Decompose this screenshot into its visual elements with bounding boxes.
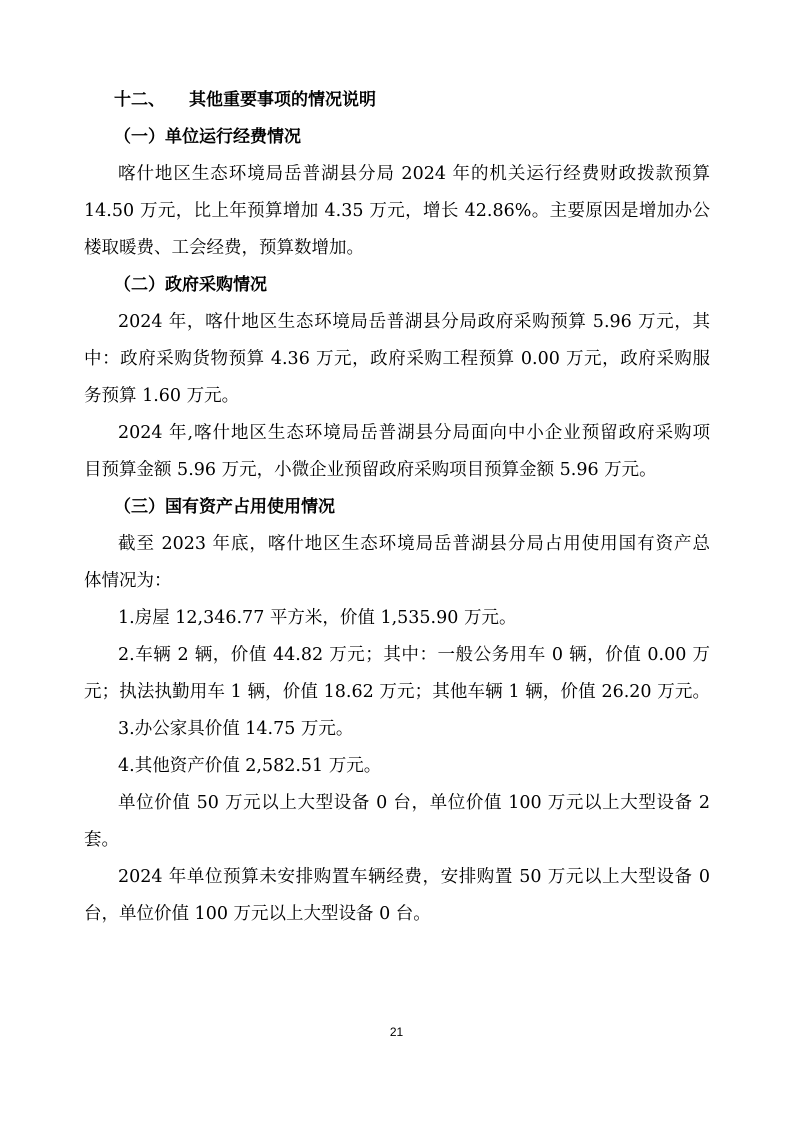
paragraph-line: 台，单位价值 100 万元以上大型设备 0 台。 xyxy=(84,904,431,924)
section-title: 其他重要事项的情况说明 xyxy=(189,90,376,110)
subsection-heading-1: （一）单位运行经费情况 xyxy=(114,127,301,147)
paragraph-line: 2024 年单位预算未安排购置车辆经费，安排购置 50 万元以上大型设备 0 xyxy=(118,867,710,887)
list-item-vehicles: 2.车辆 2 辆，价值 44.82 万元；其中：一般公务用车 0 辆，价值 0.00 万 xyxy=(118,645,710,665)
section-number: 十二、 xyxy=(114,90,165,110)
paragraph-line: 务预算 1.60 万元。 xyxy=(84,386,240,406)
paragraph-line: 喀什地区生态环境局岳普湖县分局 2024 年的机关运行经费财政拨款预算 xyxy=(118,164,710,184)
paragraph-line: 中：政府采购货物预算 4.36 万元，政府采购工程预算 0.00 万元，政府采购服 xyxy=(84,349,710,369)
page-number: 21 xyxy=(389,1025,404,1039)
paragraph-line: 14.50 万元，比上年预算增加 4.35 万元，增长 42.86%。主要原因是增加办公 xyxy=(84,201,710,221)
list-item-vehicles-continued: 元；执法执勤用车 1 辆，价值 18.62 万元；其他车辆 1 辆，价值 26.20 万元。 xyxy=(84,682,710,702)
paragraph-line: 截至 2023 年底，喀什地区生态环境局岳普湖县分局占用使用国有资产总 xyxy=(118,534,710,554)
paragraph-line: 套。 xyxy=(84,830,119,850)
subsection-heading-2: （二）政府采购情况 xyxy=(114,275,267,295)
list-item-housing: 1.房屋 12,346.77 平方米，价值 1,535.90 万元。 xyxy=(118,608,517,628)
paragraph-line: 楼取暖费、工会经费，预算数增加。 xyxy=(84,238,364,258)
paragraph-line: 2024 年，喀什地区生态环境局岳普湖县分局政府采购预算 5.96 万元，其 xyxy=(118,312,710,332)
paragraph-line: 2024 年,喀什地区生态环境局岳普湖县分局面向中小企业预留政府采购项 xyxy=(118,423,710,443)
paragraph-line: 目预算金额 5.96 万元，小微企业预留政府采购项目预算金额 5.96 万元。 xyxy=(84,460,657,480)
list-item-other-assets: 4.其他资产价值 2,582.51 万元。 xyxy=(118,756,382,776)
subsection-heading-3: （三）国有资产占用使用情况 xyxy=(114,497,335,517)
list-item-furniture: 3.办公家具价值 14.75 万元。 xyxy=(118,719,354,739)
paragraph-line: 单位价值 50 万元以上大型设备 0 台，单位价值 100 万元以上大型设备 2 xyxy=(118,793,710,813)
paragraph-line: 体情况为： xyxy=(84,571,172,591)
